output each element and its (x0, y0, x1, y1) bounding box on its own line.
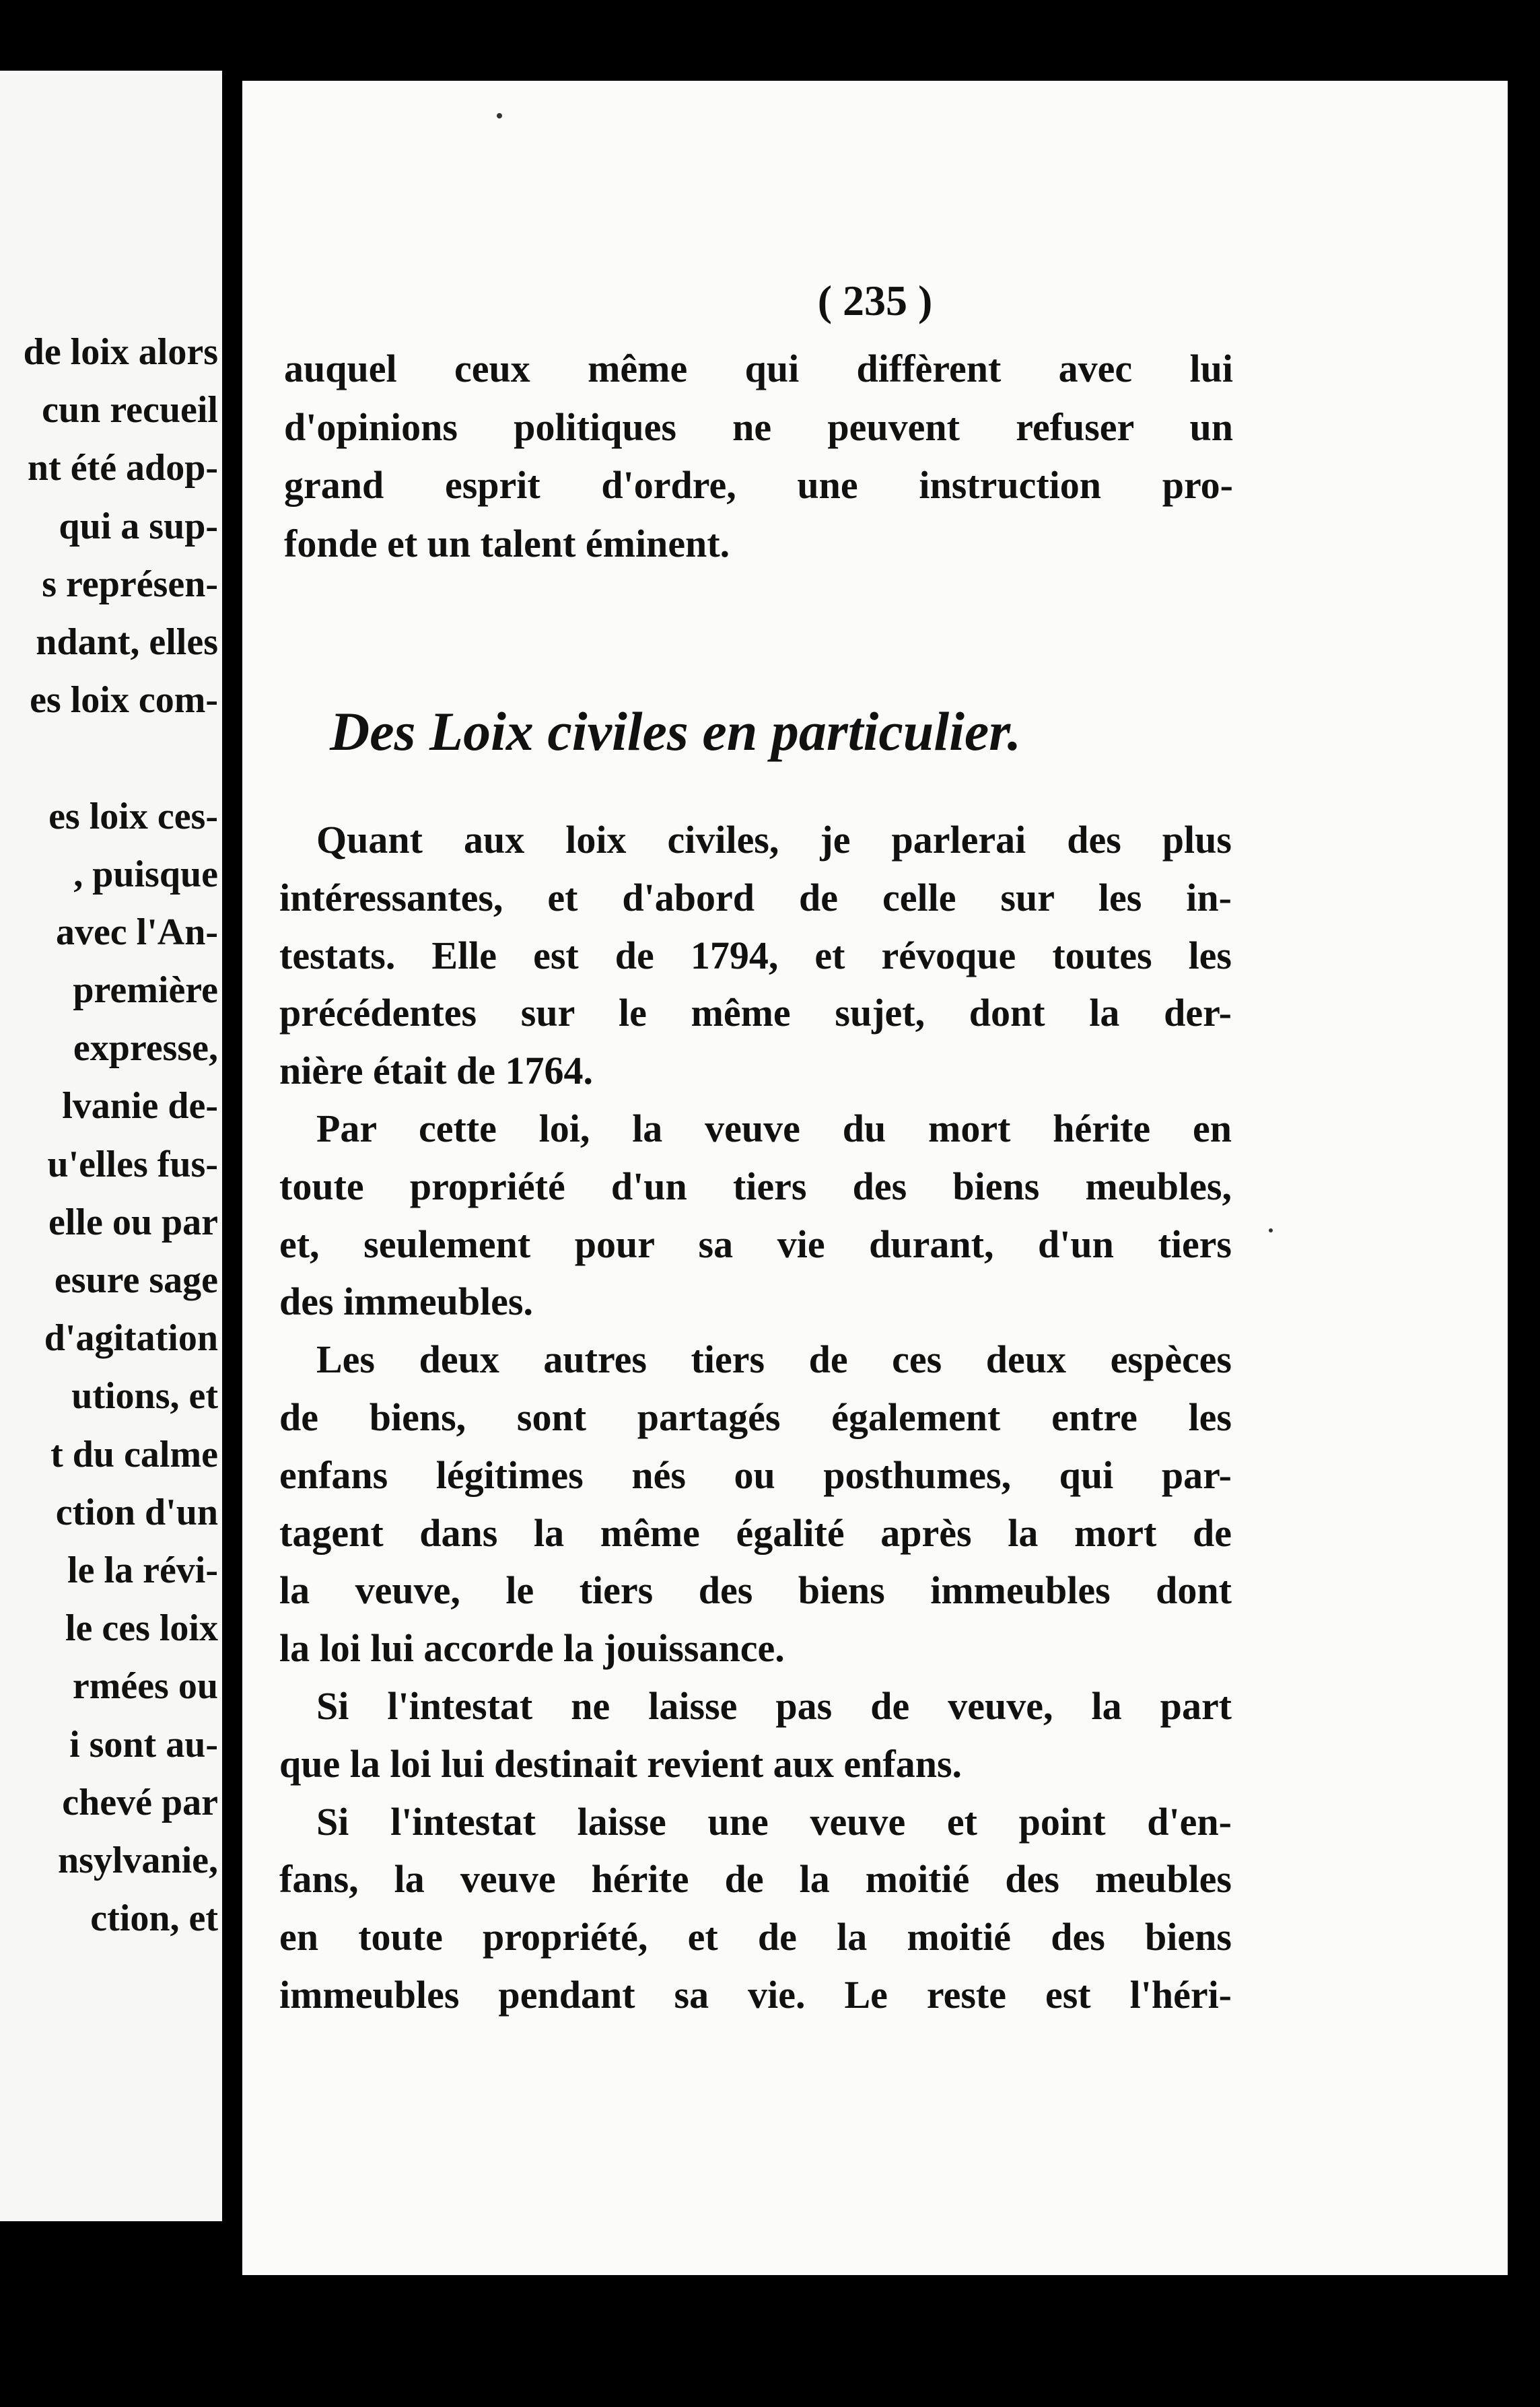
text-line-fragment: ndant, elles (36, 621, 218, 663)
text-line: Quant aux loix civiles, je parlerai des plus (316, 818, 1232, 862)
text-line-fragment: d'agitation (44, 1317, 218, 1360)
text-line-fragment: lvanie de- (62, 1085, 218, 1127)
text-line-fragment (0, 729, 222, 787)
right-page (242, 81, 1508, 2275)
left-page-text (0, 323, 222, 1947)
text-line: immeubles pendant sa vie. Le reste est l'héri- (279, 1972, 1232, 2017)
text-line-fragment: u'elles fus- (47, 1143, 218, 1185)
ink-speck (1269, 1228, 1273, 1232)
text-line: fonde et un talent éminent. (284, 521, 730, 565)
text-line: la veuve, le tiers des biens immeubles dont (279, 1568, 1232, 1613)
text-line-fragment: s représen- (42, 563, 218, 605)
text-line: de biens, sont partagés également entre les (279, 1395, 1232, 1439)
text-line: enfans légitimes nés ou posthumes, qui par- (279, 1453, 1232, 1497)
text-line-fragment: nt été adop- (27, 447, 218, 489)
text-line-fragment: es loix com- (30, 679, 218, 722)
text-line-fragment: rmées ou (72, 1665, 218, 1708)
text-line: des immeubles. (279, 1280, 533, 1324)
page-number: ( 235 ) (817, 277, 933, 324)
text-line: fans, la veuve hérite de la moitié des meubles (279, 1857, 1232, 1902)
left-page (0, 71, 222, 2221)
text-line: précédentes sur le même sujet, dont la der- (279, 991, 1232, 1035)
text-line: en toute propriété, et de la moitié des biens (279, 1915, 1232, 1959)
text-line-fragment: i sont au- (69, 1723, 218, 1766)
text-line-fragment: ction d'un (55, 1491, 218, 1533)
text-line: et, seulement pour sa vie durant, d'un tiers (279, 1222, 1232, 1266)
text-line-fragment: avec l'An- (55, 911, 218, 953)
text-line: d'opinions politiques ne peuvent refuser un (284, 405, 1233, 449)
text-line: Par cette loi, la veuve du mort hérite en (316, 1106, 1232, 1150)
text-line-fragment: de loix alors (23, 331, 218, 373)
text-line: que la loi lui destinait revient aux enfans. (279, 1741, 963, 1786)
text-line: Si l'intestat ne laisse pas de veuve, la part (316, 1683, 1232, 1728)
text-line-fragment: nsylvanie, (57, 1839, 218, 1881)
text-line: grand esprit d'ordre, une instruction pro- (284, 463, 1233, 508)
text-line-fragment: chevé par (62, 1781, 218, 1823)
text-line: toute propriété d'un tiers des biens meubles, (279, 1164, 1232, 1208)
text-line: intéressantes, et d'abord de celle sur les in- (279, 875, 1232, 919)
text-line: tagent dans la même égalité après la mort de (279, 1510, 1232, 1555)
text-line: testats. Elle est de 1794, et révoque toutes les (279, 933, 1232, 977)
text-line: Si l'intestat laisse une veuve et point d'en- (316, 1799, 1232, 1844)
ink-speck (497, 113, 502, 118)
section-body (279, 811, 1232, 2024)
text-line-fragment: cun recueil (42, 389, 218, 431)
text-line: auquel ceux même qui diffèrent avec lui (284, 347, 1233, 390)
text-line-fragment: elle ou par (48, 1201, 218, 1243)
text-line: nière était de 1764. (279, 1049, 594, 1093)
text-line-fragment: es loix ces- (48, 795, 218, 837)
text-line-fragment: , puisque (73, 853, 218, 895)
text-line: Les deux autres tiers de ces deux espèces (316, 1337, 1232, 1382)
text-line-fragment: ction, et (90, 1897, 218, 1940)
text-line-fragment: esure sage (54, 1259, 218, 1301)
intro-paragraph (284, 340, 1233, 573)
section-heading: Des Loix civiles en particulier. (330, 701, 1022, 762)
text-line: la loi lui accorde la jouissance. (279, 1626, 785, 1671)
text-line-fragment: le ces loix (65, 1607, 218, 1650)
text-line-fragment: t du calme (50, 1433, 218, 1475)
text-line-fragment: le la révi- (67, 1549, 218, 1591)
text-line-fragment: utions, et (71, 1375, 218, 1418)
text-line-fragment: expresse, (73, 1027, 218, 1070)
text-line-fragment: qui a sup- (59, 505, 218, 547)
text-line-fragment: première (73, 969, 218, 1012)
